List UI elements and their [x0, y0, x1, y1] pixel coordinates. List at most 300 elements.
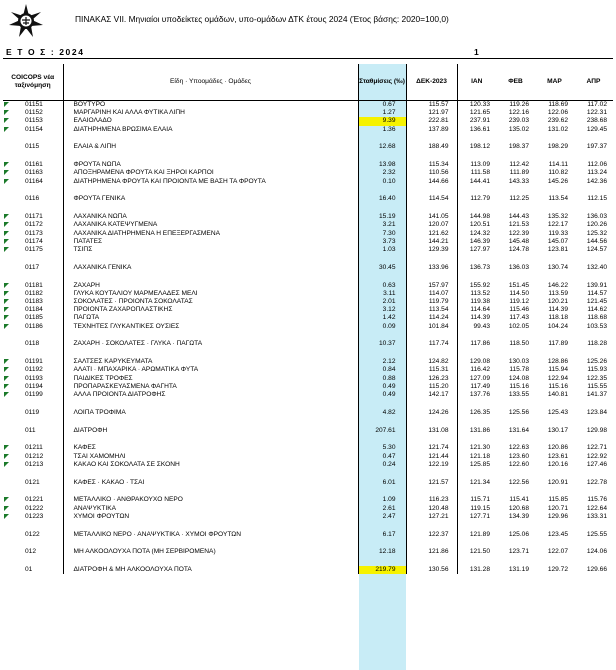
- row-apr: 132.40: [586, 263, 607, 271]
- row-weight: 3.11: [358, 290, 406, 298]
- table-row: [3, 221, 613, 229]
- row-dec-2023: 124.26: [406, 409, 457, 417]
- row-feb: 122.39: [508, 229, 529, 237]
- row-feb: 112.25: [509, 195, 529, 203]
- spacer-row: [3, 417, 613, 427]
- row-apr: 117.02: [587, 101, 607, 108]
- row-code-text: 01194: [25, 382, 43, 390]
- comment-marker-icon: [4, 392, 9, 397]
- row-feb: 119.26: [509, 101, 529, 108]
- row-description: ΒΟΥΤΥΡΟ: [63, 101, 358, 110]
- spacer-row: [3, 557, 613, 567]
- row-code: [3, 461, 63, 469]
- row-code: [3, 238, 63, 246]
- row-code: [3, 221, 63, 229]
- row-description: ΠΡΟΙΟΝΤΑ ΖΑΧΑΡΟΠΛΑΣΤΙΚΗΣ: [63, 306, 358, 314]
- row-mar: 118.69: [548, 101, 568, 108]
- row-dec-2023: 121.86: [406, 548, 457, 556]
- row-weight: 3.12: [358, 306, 406, 314]
- row-dec-2023: 121.74: [406, 444, 457, 452]
- row-feb: 198.37: [508, 143, 529, 151]
- spacer-row: [3, 487, 613, 497]
- row-mar: 114.11: [548, 161, 568, 169]
- row-jan: 136.73: [457, 264, 496, 272]
- row-code-text: 01161: [25, 161, 43, 169]
- row-dec-2023: 188.49: [406, 143, 457, 151]
- row-mar: 115.85: [548, 496, 568, 504]
- row-dec-2023: 157.97: [406, 282, 457, 290]
- row-apr: 197.37: [586, 143, 607, 151]
- row-apr: 125.26: [586, 358, 607, 366]
- row-mar: 120.16: [547, 460, 568, 468]
- row-description: ΚΑΚΑΟ ΚΑΙ ΣΟΚΟΛΑΤΑ ΣΕ ΣΚΟΝΗ: [63, 461, 358, 469]
- row-code-text: 01191: [25, 358, 43, 366]
- row-weight: 10.37: [358, 340, 406, 348]
- row-feb: 239.03: [508, 117, 529, 125]
- row-apr: 120.26: [586, 221, 607, 229]
- col-header-feb: ΦΕΒ: [496, 64, 535, 101]
- row-dec-2023: 126.23: [406, 375, 457, 383]
- row-apr: 123.84: [586, 408, 607, 416]
- row-apr: 103.53: [586, 322, 607, 330]
- row-dec-2023: 115.34: [406, 161, 457, 169]
- row-description: ΕΛΑΙΟΛΑΔΟ: [63, 117, 358, 125]
- row-weight: 1.03: [358, 246, 406, 254]
- row-code-text: 01173: [25, 229, 43, 237]
- row-description: ΔΙΑΤΡΟΦΗ: [63, 427, 358, 435]
- comment-marker-icon: [4, 462, 9, 467]
- row-feb: 115.78: [509, 366, 529, 374]
- spacer-row: [3, 186, 613, 196]
- comment-marker-icon: [4, 179, 9, 184]
- row-code-text: 0121: [25, 478, 40, 486]
- row-mar: 239.62: [547, 117, 568, 125]
- row-weight: 207.61: [358, 427, 406, 435]
- row-dec-2023: 115.57: [406, 101, 457, 110]
- row-mar: 122.07: [547, 548, 568, 556]
- row-apr: 238.68: [586, 117, 607, 125]
- comment-marker-icon: [4, 102, 9, 107]
- row-code: [3, 230, 63, 238]
- row-code-text: 01163: [25, 169, 43, 177]
- table-row: [3, 444, 613, 452]
- table-row: [3, 306, 613, 314]
- row-mar: 130.17: [547, 426, 568, 434]
- comment-marker-icon: [4, 324, 9, 329]
- row-jan: 117.86: [457, 340, 496, 348]
- row-code: [3, 314, 63, 322]
- table-row: [3, 531, 613, 539]
- row-code: [3, 409, 63, 417]
- row-mar: 104.24: [547, 322, 568, 330]
- row-weight: 4.82: [358, 409, 406, 417]
- row-mar: 131.02: [547, 125, 568, 133]
- row-mar: 115.94: [548, 366, 568, 374]
- row-weight: 6.17: [358, 531, 406, 539]
- row-jan: 126.35: [457, 409, 496, 417]
- comment-marker-icon: [4, 110, 9, 115]
- row-mar: 122.17: [547, 221, 568, 229]
- spacer-row: [3, 272, 613, 282]
- row-code: [3, 195, 63, 203]
- row-feb: 131.19: [508, 566, 529, 574]
- col-header-dec-2023: ΔΕΚ-2023: [406, 64, 457, 101]
- table-row: [3, 246, 613, 254]
- table-row: [3, 461, 613, 469]
- row-weight: 3.73: [358, 238, 406, 246]
- row-mar: 129.96: [547, 512, 568, 520]
- row-dec-2023: 121.57: [406, 479, 457, 487]
- row-code-text: 01223: [25, 512, 44, 520]
- comment-marker-icon: [4, 231, 9, 236]
- row-weight: 0.24: [358, 461, 406, 469]
- comment-marker-icon: [4, 222, 9, 227]
- row-dec-2023: 127.21: [406, 513, 457, 521]
- row-code-text: 01193: [25, 374, 43, 382]
- row-description: ΔΙΑΤΗΡΗΜΕΝΑ ΒΡΩΣΙΜΑ ΕΛΑΙΑ: [63, 126, 358, 134]
- comment-marker-icon: [4, 359, 9, 364]
- row-mar: 145.07: [547, 237, 568, 245]
- row-description: ΜΑΡΓΑΡΙΝΗ ΚΑΙ ΑΛΛΑ ΦΥΤΙΚΑ ΛΙΠΗ: [63, 109, 358, 117]
- spacer-row: [3, 152, 613, 162]
- table-row: [3, 409, 613, 417]
- row-description: ΚΑΦΕΣ: [63, 444, 358, 452]
- row-description: ΑΝΑΨΥΚΤΙΚΑ: [63, 505, 358, 513]
- row-dec-2023: 142.17: [406, 391, 457, 399]
- row-code: [3, 513, 63, 521]
- row-code: [3, 117, 63, 125]
- table-row: [3, 427, 613, 435]
- row-dec-2023: 121.97: [406, 109, 457, 117]
- row-code: [3, 496, 63, 504]
- row-jan: 127.09: [457, 375, 496, 383]
- row-code: [3, 213, 63, 221]
- spacer-row: [3, 134, 613, 144]
- row-code-text: 0116: [25, 195, 40, 203]
- row-mar: 123.45: [547, 530, 568, 538]
- table-row: [3, 161, 613, 169]
- row-mar: 120.21: [547, 298, 568, 306]
- row-feb: 115.46: [509, 306, 529, 314]
- row-code: [3, 126, 63, 134]
- row-code-text: 01: [25, 566, 33, 574]
- row-description: ΔΙΑΤΗΡΗΜΕΝΑ ΦΡΟΥΤΑ ΚΑΙ ΠΡΟΙΟΝΤΑ ΜΕ ΒΑΣΗ ΤΑ ΦΡΟΥΤΑ: [63, 178, 358, 186]
- row-weight: 5.30: [358, 444, 406, 452]
- table-row: [3, 496, 613, 504]
- row-jan: 119.38: [457, 298, 496, 306]
- row-weight: 0.67: [358, 101, 406, 110]
- row-description: ΖΑΧΑΡΗ · ΣΟΚΟΛΑΤΕΣ · ΓΛΥΚΑ · ΠΑΓΩΤΑ: [63, 340, 358, 348]
- row-jan: 121.89: [457, 531, 496, 539]
- row-code: [3, 290, 63, 298]
- row-feb: 144.43: [508, 213, 529, 221]
- row-mar: 123.61: [547, 452, 568, 460]
- comment-marker-icon: [4, 376, 9, 381]
- row-code-text: 01154: [25, 125, 43, 133]
- row-code: [3, 453, 63, 461]
- table-row: [3, 340, 613, 348]
- row-code-text: 0119: [25, 408, 40, 416]
- col-header-description: Είδη · Υποομάδες · Ομάδες: [63, 64, 358, 101]
- row-description: ΖΑΧΑΡΗ: [63, 282, 358, 290]
- row-description: ΑΠΟΞΗΡΑΜΕΝΑ ΦΡΟΥΤΑ ΚΑΙ ΞΗΡΟΙ ΚΑΡΠΟΙ: [63, 169, 358, 177]
- row-code: [3, 479, 63, 487]
- row-mar: 145.26: [547, 177, 568, 185]
- row-jan: 144.98: [457, 213, 496, 221]
- row-jan: 120.51: [457, 221, 496, 229]
- spacer-row: [3, 399, 613, 409]
- table-row: [3, 358, 613, 366]
- row-apr: 122.35: [586, 374, 607, 382]
- row-code-text: 01199: [25, 391, 43, 399]
- comment-marker-icon: [4, 445, 9, 450]
- row-feb: 111.89: [509, 169, 529, 177]
- comment-marker-icon: [4, 367, 9, 372]
- row-code: [3, 375, 63, 383]
- row-apr: 124.06: [586, 548, 607, 556]
- row-jan: 120.33: [457, 101, 496, 110]
- row-description: ΦΡΟΥΤΑ ΝΩΠΑ: [63, 161, 358, 169]
- row-dec-2023: 137.89: [406, 126, 457, 134]
- row-dec-2023: 122.19: [406, 461, 457, 469]
- col-header-weights: Σταθμίσεις (‰): [358, 64, 406, 101]
- row-feb: 117.43: [509, 314, 529, 322]
- table-row: [3, 453, 613, 461]
- row-weight: 219.79: [358, 566, 406, 574]
- row-feb: 123.71: [508, 548, 529, 556]
- row-jan: 131.28: [457, 566, 496, 574]
- row-apr: 122.78: [586, 478, 607, 486]
- table-row: [3, 238, 613, 246]
- comment-marker-icon: [4, 247, 9, 252]
- row-apr: 115.76: [587, 496, 607, 504]
- row-description: ΑΛΛΑ ΠΡΟΙΟΝΤΑ ΔΙΑΤΡΟΦΗΣ: [63, 391, 358, 399]
- comment-marker-icon: [4, 291, 9, 296]
- row-code-text: 01151: [25, 101, 43, 108]
- row-apr: 139.91: [586, 281, 607, 289]
- table-row: [3, 230, 613, 238]
- row-description: ΠΑΤΑΤΕΣ: [63, 238, 358, 246]
- row-mar: 117.89: [548, 340, 568, 348]
- row-code-text: 01172: [25, 221, 43, 229]
- row-description: ΧΥΜΟΙ ΦΡΟΥΤΩΝ: [63, 513, 358, 521]
- table-header-row: [3, 64, 613, 101]
- table-row: [3, 264, 613, 272]
- table-row: [3, 548, 613, 556]
- row-dec-2023: 130.56: [406, 566, 457, 574]
- row-weight: 12.18: [358, 548, 406, 556]
- row-description: ΠΑΙΔΙΚΕΣ ΤΡΟΦΕΣ: [63, 375, 358, 383]
- row-weight: 0.49: [358, 391, 406, 399]
- row-jan: 116.42: [457, 366, 496, 374]
- col-header-apr: ΑΠΡ: [574, 64, 613, 101]
- row-mar: 115.16: [548, 382, 568, 390]
- row-apr: 125.55: [586, 530, 607, 538]
- row-code: [3, 366, 63, 374]
- row-jan: 129.08: [457, 358, 496, 366]
- table-row: [3, 195, 613, 203]
- row-code: [3, 101, 63, 110]
- row-feb: 135.02: [508, 125, 529, 133]
- row-code-text: 0122: [25, 530, 40, 538]
- row-apr: 122.31: [586, 109, 607, 117]
- table-row: [3, 391, 613, 399]
- table-row: [3, 169, 613, 177]
- row-code: [3, 383, 63, 391]
- row-code-text: 01164: [25, 177, 43, 185]
- row-jan: 115.71: [457, 496, 496, 504]
- row-mar: 130.74: [547, 263, 568, 271]
- row-mar: 122.94: [547, 374, 568, 382]
- row-apr: 122.92: [586, 452, 607, 460]
- row-apr: 129.66: [586, 566, 607, 574]
- row-weight: 1.09: [358, 496, 406, 504]
- table-row: [3, 314, 613, 322]
- row-mar: 113.54: [548, 195, 568, 203]
- comment-marker-icon: [4, 497, 9, 502]
- row-feb: 124.08: [508, 374, 529, 382]
- row-weight: 9.39: [358, 117, 406, 125]
- table-row: [3, 143, 613, 151]
- row-description: ΚΑΦΕΣ · ΚΑΚΑΟ · ΤΣΑΙ: [63, 479, 358, 487]
- comment-marker-icon: [4, 162, 9, 167]
- row-description: ΜΗ ΑΛΚΟΟΛΟΥΧΑ ΠΟΤΑ (ΜΗ ΣΕΡΒΙΡΟΜΕΝΑ): [63, 548, 358, 556]
- row-jan: 114.64: [457, 306, 496, 314]
- row-code: [3, 306, 63, 314]
- row-description: ΠΑΓΩΤΑ: [63, 314, 358, 322]
- row-jan: 111.58: [457, 169, 496, 177]
- row-feb: 114.50: [509, 289, 529, 297]
- row-feb: 118.50: [509, 340, 529, 348]
- row-weight: 2.01: [358, 298, 406, 306]
- row-dec-2023: 144.21: [406, 238, 457, 246]
- comment-marker-icon: [4, 214, 9, 219]
- row-feb: 122.16: [508, 109, 529, 117]
- col-header-mar: ΜΑΡ: [535, 64, 574, 101]
- table-row: [3, 566, 613, 574]
- row-dec-2023: 116.23: [406, 496, 457, 504]
- comment-marker-icon: [4, 127, 9, 132]
- row-mar: 110.82: [548, 169, 568, 177]
- row-code-text: 01212: [25, 452, 44, 460]
- row-code: [3, 282, 63, 290]
- row-weight: 7.30: [358, 230, 406, 238]
- row-dec-2023: 121.62: [406, 230, 457, 238]
- row-code-text: 01182: [25, 289, 43, 297]
- row-feb: 134.39: [508, 512, 529, 520]
- spacer-row: [3, 331, 613, 341]
- row-weight: 0.49: [358, 383, 406, 391]
- row-code-text: 01211: [25, 444, 43, 452]
- table-row: [3, 479, 613, 487]
- row-description: ΣΑΛΤΣΕΣ ΚΑΡΥΚΕΥΜΑΤΑ: [63, 358, 358, 366]
- row-code-text: 01152: [25, 109, 43, 117]
- row-apr: 118.28: [587, 340, 607, 348]
- row-code: [3, 178, 63, 186]
- row-weight: 0.10: [358, 178, 406, 186]
- row-code: [3, 358, 63, 366]
- row-apr: 124.57: [586, 246, 607, 254]
- row-description: ΜΕΤΑΛΛΙΚΟ · ΑΝΘΡΑΚΟΥΧΟ ΝΕΡΟ: [63, 496, 358, 504]
- row-weight: 15.19: [358, 213, 406, 221]
- row-dec-2023: 141.05: [406, 213, 457, 221]
- row-feb: 125.06: [508, 530, 529, 538]
- row-code-text: 01181: [25, 281, 43, 289]
- row-description: ΣΟΚΟΛΑΤΕΣ · ΠΡΟΙΟΝΤΑ ΣΟΚΟΛΑΤΑΣ: [63, 298, 358, 306]
- row-feb: 125.56: [508, 408, 529, 416]
- row-description: ΔΙΑΤΡΟΦΗ & ΜΗ ΑΛΚΟΟΛΟΥΧΑ ΠΟΤΑ: [63, 566, 358, 574]
- row-feb: 151.45: [508, 281, 529, 289]
- row-dec-2023: 117.74: [406, 340, 457, 348]
- table-row: [3, 282, 613, 290]
- row-dec-2023: 121.44: [406, 453, 457, 461]
- row-code-text: 01183: [25, 298, 43, 306]
- row-feb: 143.33: [508, 177, 529, 185]
- row-mar: 119.33: [548, 229, 568, 237]
- row-description: ΛΑΧΑΝΙΚΑ ΝΩΠΑ: [63, 213, 358, 221]
- comment-marker-icon: [4, 514, 9, 519]
- row-apr: 121.45: [586, 298, 607, 306]
- row-jan: 124.32: [457, 230, 496, 238]
- table-row: [3, 117, 613, 125]
- row-description: ΠΡΟΠΑΡΑΣΚΕΥΑΣΜΕΝΑ ΦΑΓΗΤΑ: [63, 383, 358, 391]
- row-feb: 122.63: [508, 444, 529, 452]
- row-weight: 13.98: [358, 161, 406, 169]
- row-mar: 198.29: [547, 143, 568, 151]
- row-jan: 237.91: [457, 117, 496, 125]
- row-description: ΛΟΙΠΑ ΤΡΟΦΙΜΑ: [63, 409, 358, 417]
- row-apr: 112.06: [587, 161, 607, 169]
- row-feb: 122.56: [508, 478, 529, 486]
- row-jan: 121.65: [457, 109, 496, 117]
- report-header: [0, 0, 616, 46]
- row-description: ΛΑΧΑΝΙΚΑ ΔΙΑΤΗΡΗΜΕΝΑ Η ΕΠΕΞΕΡΓΑΣΜΕΝΑ: [63, 230, 358, 238]
- spacer-row: [3, 349, 613, 359]
- row-code: [3, 566, 63, 574]
- row-description: ΛΑΧΑΝΙΚΑ ΚΑΤΕΨΥΓΜΕΝΑ: [63, 221, 358, 229]
- row-apr: 133.31: [586, 512, 607, 520]
- row-code: [3, 391, 63, 399]
- row-code-text: 01171: [25, 213, 43, 221]
- row-weight: 1.27: [358, 109, 406, 117]
- row-mar: 120.91: [547, 478, 568, 486]
- row-weight: 2.32: [358, 169, 406, 177]
- row-apr: 127.46: [586, 460, 607, 468]
- comment-marker-icon: [4, 506, 9, 511]
- row-weight: 3.21: [358, 221, 406, 229]
- row-jan: 127.71: [457, 513, 496, 521]
- row-weight: 30.45: [358, 264, 406, 272]
- comment-marker-icon: [4, 170, 9, 175]
- row-description: ΤΣΙΠΣ: [63, 246, 358, 254]
- row-description: ΑΛΑΤΙ · ΜΠΑΧΑΡΙΚΑ · ΑΡΩΜΑΤΙΚΑ ΦΥΤΑ: [63, 366, 358, 374]
- row-feb: 120.68: [508, 504, 529, 512]
- row-weight: 0.84: [358, 366, 406, 374]
- row-code: [3, 264, 63, 272]
- table-row: [3, 298, 613, 306]
- row-jan: 119.15: [457, 505, 496, 513]
- row-description: ΤΣΑΙ ΧΑΜΟΜΗΛΙ: [63, 453, 358, 461]
- row-feb: 124.78: [508, 246, 529, 254]
- row-code: [3, 169, 63, 177]
- row-code: [3, 323, 63, 331]
- row-jan: 114.39: [457, 314, 496, 322]
- row-feb: 123.60: [508, 452, 529, 460]
- row-apr: 122.64: [586, 504, 607, 512]
- table-row: [3, 366, 613, 374]
- comment-marker-icon: [4, 283, 9, 288]
- row-jan: 136.61: [457, 126, 496, 134]
